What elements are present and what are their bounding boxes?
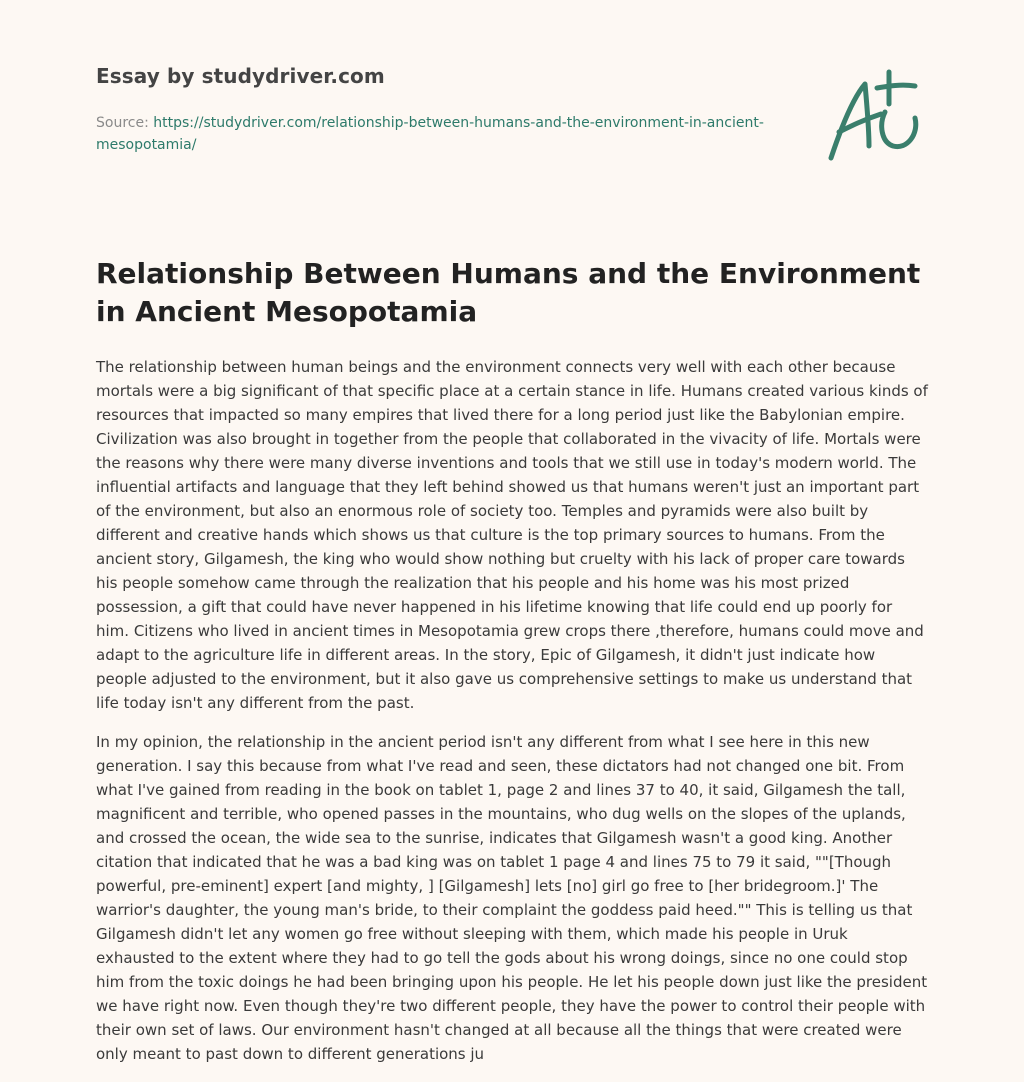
site-title: Essay by studydriver.com xyxy=(96,64,385,88)
essay-paragraph: The relationship between human beings and the environment connects very well with each other because mortals were a big significant of that specific place at a certain stance in life. Humans created various kinds of resources that impacted so many empires that lived there for a long period just like the Babylonian empire. Civilization was also brought in together from the people that collaborated in the vivacity of life. Mortals were the reasons why there were many diverse inventions and tools that we still use in today's modern world. The influential artifacts and language that they left behind showed us that humans weren't just an important part of the environment, but also an enormous role of society too. Temples and pyramids were also built by different and creative hands which shows us that culture is the top primary sources to humans. From the ancient story, Gilgamesh, the king who would show nothing but cruelty with his lack of proper care towards his people somehow came through the realization that his people and his home was his most prized possession, a gift that could have never happened in his lifetime knowing that life could end up poorly for him. Citizens who lived in ancient times in Mesopotamia grew crops there ,therefore, humans could move and adapt to the agriculture life in different areas. In the story, Epic of Gilgamesh, it didn't just indicate how people adjusted to the environment, but it also gave us comprehensive settings to make us understand that life today isn't any different from the past. xyxy=(96,358,928,712)
source-line xyxy=(96,112,776,156)
essay-paragraph: In my opinion, the relationship in the ancient period isn't any different from what I see here in this new generation. I say this because from what I've read and seen, these dictators had not changed one bit. From what I've gained from reading in the book on tablet 1, page 2 and lines 37 to 40, it said, Gilgamesh the tall, magnificent and terrible, who opened passes in the mountains, who dug wells on the slopes of the uplands, and crossed the ocean, the wide sea to the sunrise, indicates that Gilgamesh wasn't a good king. Another citation that indicated that he was a bad king was on tablet 1 page 4 and lines 75 to 79 it said, ""[Though powerful, pre-eminent] expert [and mighty, ] [Gilgamesh] lets [no] girl go free to [her bridegroom.]' The warrior's daughter, the young man's bride, to their complaint the goddess paid heed."" This is telling us that Gilgamesh didn't let any women go free without sleeping with them, which made his people in Uruk exhausted to the extent where they had to go tell the gods about his wrong doings, since no one could stop him from the toxic doings he had been bringing upon his people. He let his people down just like the president we have right now. Even though they're two different people, they have the power to control their people with their own set of laws. Our environment hasn't changed at all because all the things that were created were only meant to past down to different generations ju xyxy=(96,733,928,1063)
source-label: Source: xyxy=(96,115,149,131)
essay-body xyxy=(96,355,928,1081)
source-link[interactable]: https://studydriver.com/relationship-between-humans-and-the-environment-in-ancient-mesopotamia/ xyxy=(96,115,764,153)
a-plus-logo-icon xyxy=(823,66,927,166)
essay-title: Relationship Between Humans and the Environment in Ancient Mesopotamia xyxy=(96,257,921,328)
